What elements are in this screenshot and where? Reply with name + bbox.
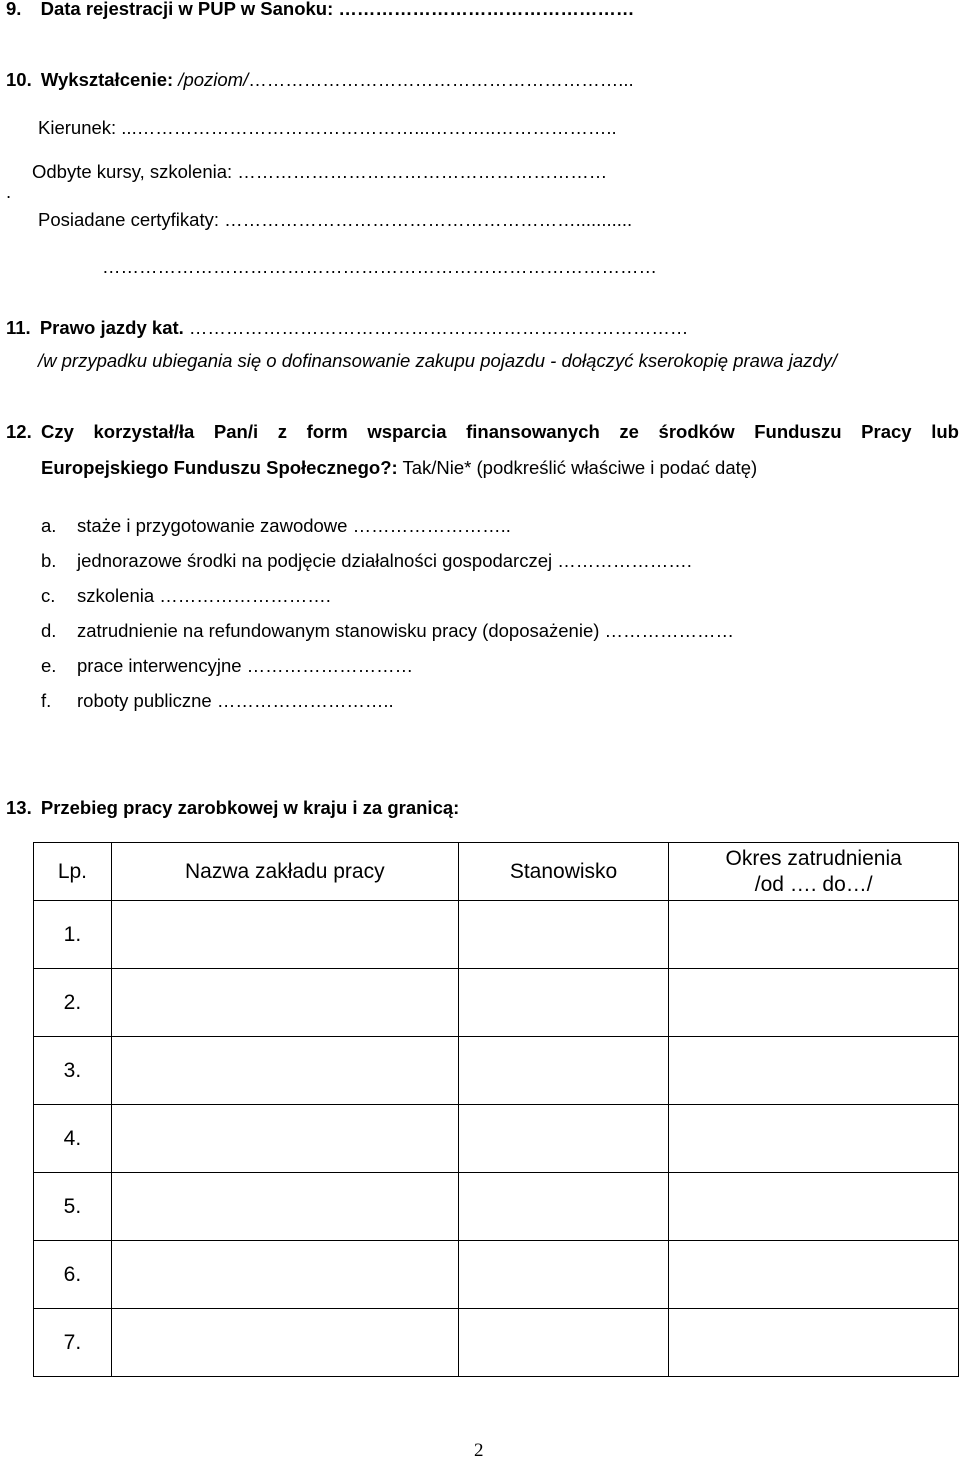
section-label: Prawo jazdy kat. — [39, 317, 184, 338]
stray-dot: . — [6, 181, 12, 202]
option-szkolenia — [41, 585, 331, 607]
option-text: zatrudnienie na refundowanym stanowisku pracy (doposażenie) ………………… — [77, 620, 735, 641]
table-row — [34, 1173, 959, 1241]
question-answer-hint: Tak/Nie* (podkreślić właściwe i podać datę) — [397, 457, 758, 478]
question-word: korzystał/ła — [93, 421, 195, 442]
employment-history-table — [33, 842, 959, 1377]
cell-okres[interactable] — [669, 969, 959, 1037]
section-11-note: /w przypadku ubiegania się o dofinansowanie zakupu pojazdu - dołączyć kserokopię prawa jazdy/ — [38, 350, 838, 371]
cell-stanowisko[interactable] — [458, 901, 669, 969]
fill-in-dots: …………………………………………………........... — [218, 209, 633, 230]
header-lp: Lp. — [34, 843, 112, 901]
cell-nazwa[interactable] — [111, 1037, 458, 1105]
header-stanowisko: Stanowisko — [458, 843, 669, 901]
cell-nazwa[interactable] — [111, 969, 458, 1037]
fill-in-dots: ...………………………………………...………..……………….. — [116, 117, 617, 138]
page-number: 2 — [474, 1440, 484, 1461]
section-12-number: 12. — [6, 421, 32, 442]
table-row — [34, 901, 959, 969]
cell-nazwa[interactable] — [111, 901, 458, 969]
option-roboty-publiczne — [41, 690, 394, 712]
section-number: 13. — [6, 797, 32, 818]
question-word: wsparcia — [367, 421, 447, 442]
row-number: 1. — [34, 901, 112, 969]
table-header-row — [34, 843, 959, 901]
cell-nazwa[interactable] — [111, 1309, 458, 1377]
question-word: z — [277, 421, 287, 442]
cell-nazwa[interactable] — [111, 1241, 458, 1309]
question-word: środków — [658, 421, 735, 442]
table-row — [34, 1037, 959, 1105]
cell-okres[interactable] — [669, 1105, 959, 1173]
option-prace-interwencyjne — [41, 655, 413, 677]
cell-stanowisko[interactable] — [458, 1241, 669, 1309]
option-staze — [41, 515, 511, 537]
cell-nazwa[interactable] — [111, 1105, 458, 1173]
section-label: Data rejestracji w PUP w Sanoku: — [40, 0, 334, 19]
question-word: Pan/i — [213, 421, 259, 442]
section-sublabel: /poziom/ — [173, 69, 249, 90]
option-letter: b. — [41, 550, 57, 571]
row-number: 6. — [34, 1241, 112, 1309]
fill-in-dots: …………………………………………………… — [232, 161, 608, 182]
section-11-line — [6, 317, 688, 339]
fill-in-dots: ……………………………………………………... — [248, 69, 634, 90]
table-row — [34, 969, 959, 1037]
header-okres — [669, 843, 959, 901]
option-letter: c. — [41, 585, 56, 606]
cell-okres[interactable] — [669, 1241, 959, 1309]
cell-okres[interactable] — [669, 1173, 959, 1241]
row-number: 3. — [34, 1037, 112, 1105]
option-letter: a. — [41, 515, 57, 536]
option-text: jednorazowe środki na podjęcie działalności gospodarczej …………………. — [77, 550, 692, 571]
header-okres-line-1: Okres zatrudnienia — [725, 846, 902, 870]
cell-nazwa[interactable] — [111, 1173, 458, 1241]
section-number: 10. — [6, 69, 32, 90]
table-row — [34, 1105, 959, 1173]
option-jednorazowe — [41, 550, 692, 572]
row-number: 5. — [34, 1173, 112, 1241]
section-9-line — [6, 0, 634, 20]
cell-okres[interactable] — [669, 1037, 959, 1105]
section-label: Wykształcenie: — [40, 69, 174, 90]
fill-in-dots: ……………………………………………………………………… — [183, 317, 689, 338]
question-word: finansowanych — [466, 421, 600, 442]
kierunek-label: Kierunek: — [38, 117, 117, 138]
section-12-line-2 — [41, 457, 757, 479]
certyfikaty-continuation: ……………………………………………………………………………… — [102, 256, 657, 277]
question-word: form — [306, 421, 348, 442]
option-letter: e. — [41, 655, 57, 676]
header-nazwa: Nazwa zakładu pracy — [111, 843, 458, 901]
question-word: Czy — [41, 421, 74, 442]
question-word: lub — [931, 421, 959, 442]
option-letter: d. — [41, 620, 57, 641]
section-10-line — [6, 69, 634, 91]
row-number: 7. — [34, 1309, 112, 1377]
kierunek-line — [38, 117, 617, 139]
cell-okres[interactable] — [669, 1309, 959, 1377]
question-bold: Europejskiego Funduszu Społecznego?: — [41, 457, 398, 478]
option-text: prace interwencyjne ……………………… — [77, 655, 414, 676]
option-letter: f. — [41, 690, 52, 711]
row-number: 2. — [34, 969, 112, 1037]
table-row — [34, 1309, 959, 1377]
section-label: Przebieg pracy zarobkowej w kraju i za granicą: — [40, 797, 460, 818]
question-word: ze — [619, 421, 639, 442]
cell-stanowisko[interactable] — [458, 1309, 669, 1377]
table-row — [34, 1241, 959, 1309]
cell-okres[interactable] — [669, 901, 959, 969]
fill-in-dots: ………………………………………… — [333, 0, 635, 19]
certyfikaty-label: Posiadane certyfikaty: — [38, 209, 219, 230]
question-word: Pracy — [861, 421, 912, 442]
option-zatrudnienie — [41, 620, 734, 642]
question-word: Funduszu — [754, 421, 842, 442]
section-13-line — [6, 797, 459, 819]
cell-stanowisko[interactable] — [458, 1105, 669, 1173]
cell-stanowisko[interactable] — [458, 1173, 669, 1241]
section-number: 9. — [6, 0, 22, 19]
certyfikaty-line — [38, 209, 632, 231]
cell-stanowisko[interactable] — [458, 1037, 669, 1105]
option-text: szkolenia ………………………. — [77, 585, 331, 606]
section-12-line-1 — [41, 421, 959, 443]
header-okres-line-2: /od …. do…/ — [754, 872, 873, 896]
section-number: 11. — [6, 317, 31, 338]
row-number: 4. — [34, 1105, 112, 1173]
option-text: roboty publiczne ……………………….. — [77, 690, 394, 711]
kursy-label: Odbyte kursy, szkolenia: — [32, 161, 233, 182]
option-text: staże i przygotowanie zawodowe …………………….. — [77, 515, 511, 536]
cell-stanowisko[interactable] — [458, 969, 669, 1037]
kursy-line — [32, 161, 607, 183]
